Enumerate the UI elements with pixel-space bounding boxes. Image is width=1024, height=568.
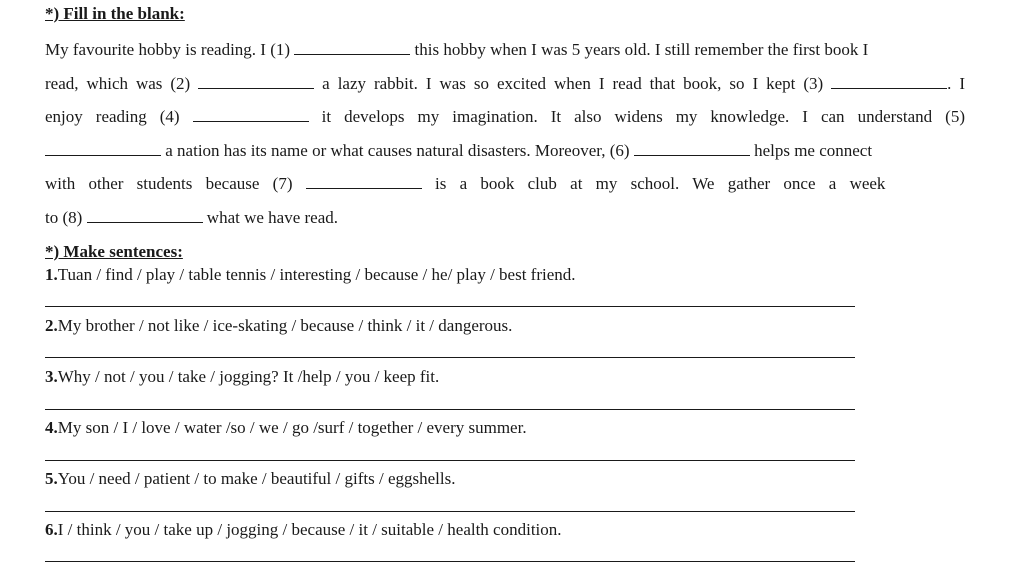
line-text: enjoy reading (4) <box>45 107 193 126</box>
paragraph-line-4 <box>45 141 965 161</box>
line-text: . I <box>947 74 966 93</box>
paragraph-line-6 <box>45 208 965 228</box>
sentence-text: I / think / you / take up / jogging / because / it / suitable / health condition. <box>57 520 562 539</box>
sentence-text: Why / not / you / take / jogging? It /help / you / keep fit. <box>57 367 440 386</box>
line-text: it develops my imagination. It also widens my knowledge. I can understand (5) <box>308 107 965 126</box>
sentence-text: You / need / patient / to make / beautiful / gifts / eggshells. <box>57 469 456 488</box>
sentence-prompt-4 <box>45 418 527 438</box>
answer-line-1[interactable] <box>45 306 855 307</box>
blank-7[interactable] <box>306 174 422 189</box>
sentence-prompt-2 <box>45 316 512 336</box>
line-text: helps me connect <box>749 141 873 160</box>
answer-line-6[interactable] <box>45 561 855 562</box>
blank-1[interactable] <box>294 40 410 55</box>
sentence-number: 3. <box>45 367 58 386</box>
paragraph-line-2 <box>45 74 965 94</box>
answer-line-2[interactable] <box>45 357 855 358</box>
sentence-number: 2. <box>45 316 58 335</box>
sentence-text: Tuan / find / play / table tennis / interesting / because / he/ play / best friend. <box>57 265 576 284</box>
line-text: to (8) <box>45 208 87 227</box>
answer-line-3[interactable] <box>45 409 855 410</box>
line-text: with other students because (7) <box>45 174 306 193</box>
paragraph-line-1 <box>45 40 965 60</box>
line-text: a nation has its name or what causes natural disasters. Moreover, (6) <box>161 141 634 160</box>
line-text: My favourite hobby is reading. I (1) <box>45 40 295 59</box>
sentence-number: 5. <box>45 469 58 488</box>
sentence-text: My son / I / love / water /so / we / go /surf / together / every summer. <box>57 418 527 437</box>
sentence-number: 1. <box>45 265 58 284</box>
paragraph-line-3 <box>45 107 965 127</box>
line-text: is a book club at my school. We gather once a week <box>421 174 886 193</box>
sentence-text: My brother / not like / ice-skating / because / think / it / dangerous. <box>57 316 513 335</box>
make-sentences-heading: *) Make sentences: <box>45 242 183 261</box>
blank-3[interactable] <box>831 74 947 89</box>
answer-line-5[interactable] <box>45 511 855 512</box>
sentence-number: 6. <box>45 520 58 539</box>
paragraph-line-5 <box>45 174 965 194</box>
sentence-number: 4. <box>45 418 58 437</box>
answer-line-4[interactable] <box>45 460 855 461</box>
blank-4[interactable] <box>193 107 309 122</box>
line-text: read, which was (2) <box>45 74 199 93</box>
fill-in-blank-heading: *) Fill in the blank: <box>45 4 185 23</box>
sentence-prompt-5 <box>45 469 455 489</box>
blank-5[interactable] <box>45 141 161 156</box>
line-text: a lazy rabbit. I was so excited when I read that book, so I kept (3) <box>314 74 832 93</box>
sentence-prompt-3 <box>45 367 439 387</box>
blank-2[interactable] <box>198 74 314 89</box>
sentence-prompt-1 <box>45 265 576 285</box>
blank-6[interactable] <box>634 141 750 156</box>
line-text: this hobby when I was 5 years old. I still remember the first book I <box>410 40 869 59</box>
blank-8[interactable] <box>87 208 203 223</box>
sentence-prompt-6 <box>45 520 562 540</box>
line-text: what we have read. <box>202 208 339 227</box>
